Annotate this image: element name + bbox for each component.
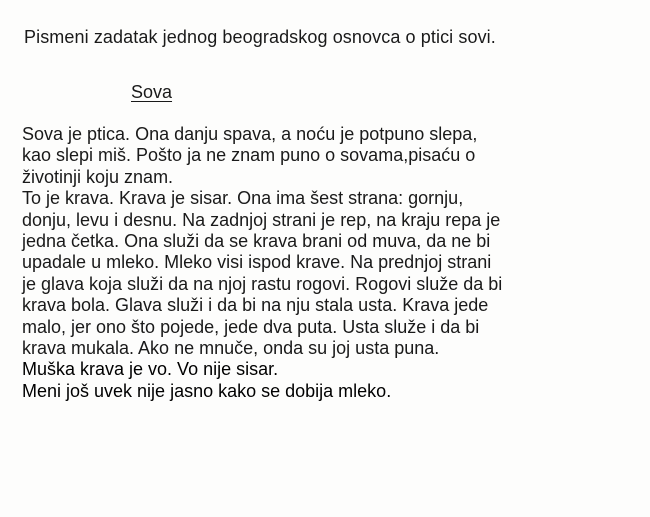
essay-line: donju, levu i desnu. Na zadnjoj strani je rep, na kraju repa je bbox=[22, 209, 501, 230]
essay-line: Muška krava je vo. Vo nije sisar. bbox=[22, 359, 279, 380]
essay-line: krava bola. Glava služi i da bi na nju stala usta. Krava jede bbox=[22, 295, 489, 316]
essay-line: upadale u mleko. Mleko visi ispod krave. Na prednjoj strani bbox=[22, 252, 492, 273]
essay-line: Sova je ptica. Ona danju spava, a noću je potpuno slepa, bbox=[22, 124, 478, 144]
essay-line: životinji koju znam. bbox=[22, 166, 174, 187]
essay-line: krava mukala. Ako ne mnuče, onda su joj usta puna. bbox=[22, 338, 440, 359]
intro-text: Pismeni zadatak jednog beogradskog osnovca o ptici sovi. bbox=[24, 27, 496, 47]
essay-title: Sova bbox=[131, 82, 173, 102]
essay-line: kao slepi miš. Pošto ja ne znam puno o sovama,pisaću o bbox=[22, 145, 476, 166]
essay-line: je glava koja služi da na njoj rastu rogovi. Rogovi služe da bi bbox=[22, 273, 503, 294]
essay-line: malo, jer ono što pojede, jede dva puta. Usta služe i da bi bbox=[22, 316, 480, 337]
essay-body bbox=[22, 124, 642, 402]
essay-line: Meni još uvek nije jasno kako se dobija mleko. bbox=[22, 380, 392, 401]
essay-line: jedna četka. Ona služi da se krava brani od muva, da ne bi bbox=[22, 231, 491, 252]
essay-line: To je krava. Krava je sisar. Ona ima šest strana: gornju, bbox=[22, 188, 464, 209]
